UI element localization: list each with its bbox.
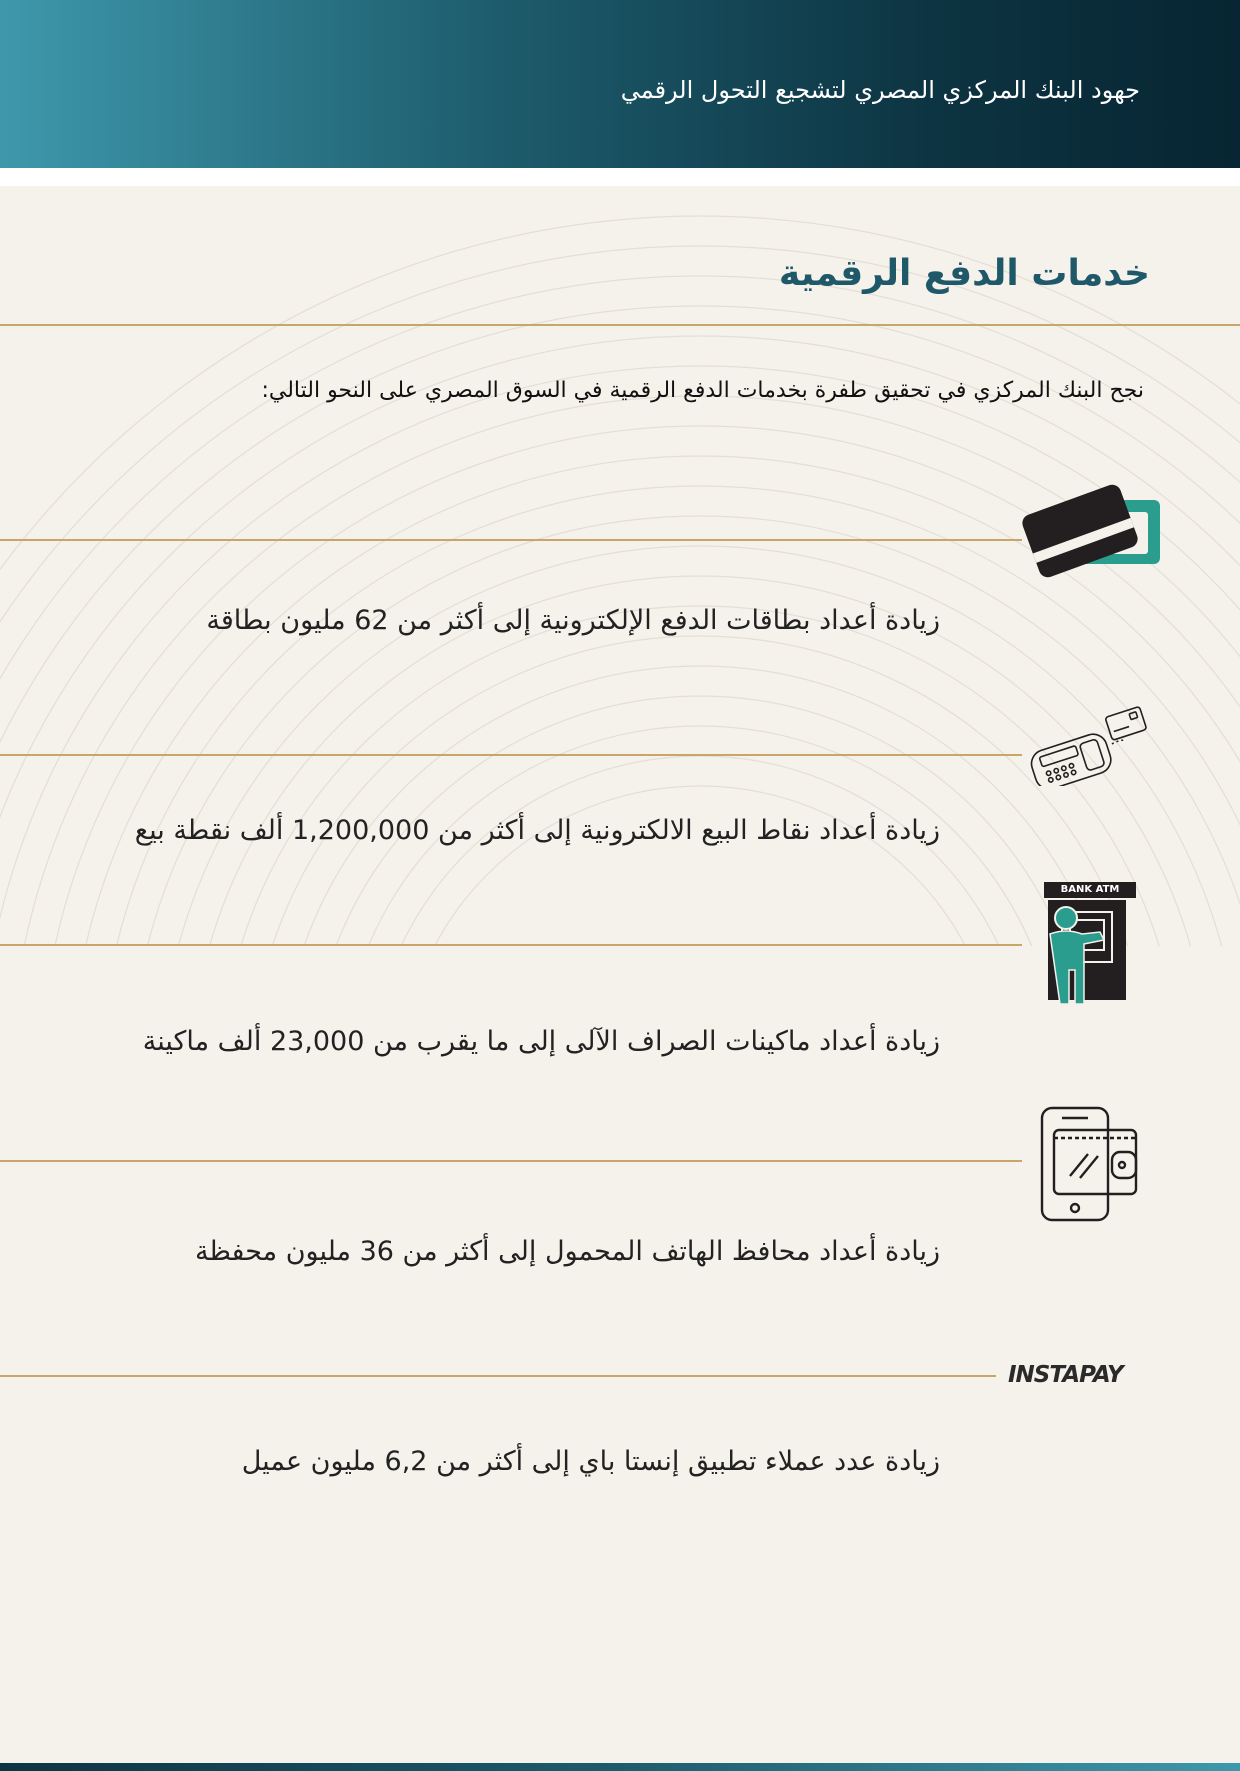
payment-cards-icon [1020, 476, 1166, 584]
intro-text: نجح البنك المركزي في تحقيق طفرة بخدمات الدفع الرقمية في السوق المصري على النحو التالي: [261, 378, 1144, 403]
section-title-rule [0, 324, 1240, 326]
mobile-wallet-icon [1036, 1104, 1142, 1224]
item-rule-4 [0, 1160, 1022, 1162]
header-divider [0, 168, 1240, 186]
stat-mobile-wallets: زيادة أعداد محافظ الهاتف المحمول إلى أكثر من 36 مليون محفظة [194, 1236, 940, 1267]
item-rule-5 [0, 1375, 996, 1377]
stat-atms: زيادة أعداد ماكينات الصراف الآلى إلى ما يقرب من 23,000 ألف ماكينة [142, 1026, 940, 1057]
bank-atm-icon [1040, 880, 1136, 1016]
footer-band [0, 1763, 1240, 1771]
stat-instapay: زيادة عدد عملاء تطبيق إنستا باي إلى أكثر من 6,2 مليون عميل [241, 1446, 940, 1477]
pos-terminal-icon [1024, 700, 1152, 786]
stat-payment-cards: زيادة أعداد بطاقات الدفع الإلكترونية إلى أكثر من 62 مليون بطاقة [206, 605, 940, 636]
item-rule-1 [0, 539, 1022, 541]
item-rule-3 [0, 944, 1022, 946]
section-title: خدمات الدفع الرقمية [778, 253, 1150, 294]
stat-pos-terminals: زيادة أعداد نقاط البيع الالكترونية إلى أكثر من 1,200,000 ألف نقطة بيع [134, 815, 940, 846]
header-banner [0, 0, 1240, 168]
instapay-logo: INSTAPAY [1008, 1362, 1123, 1388]
item-rule-2 [0, 754, 1022, 756]
header-title: جهود البنك المركزي المصري لتشجيع التحول الرقمي [620, 76, 1140, 104]
atm-label: BANK ATM [1044, 882, 1136, 898]
